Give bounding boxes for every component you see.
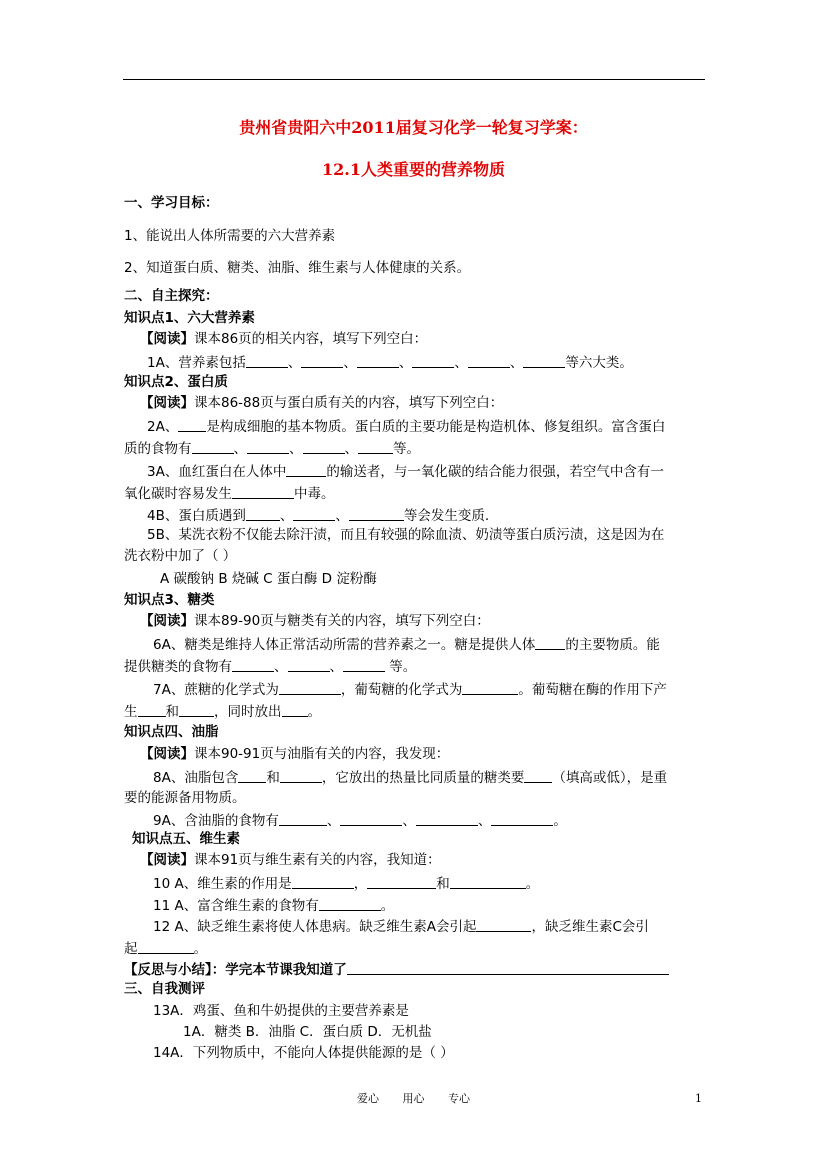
blank[interactable] — [468, 355, 510, 368]
blank[interactable] — [347, 962, 669, 975]
blank[interactable] — [292, 876, 354, 889]
question-11a: 11 A、富含维生素的食物有 。 — [153, 898, 395, 914]
knowledge-point-3-heading: 知识点3、糖类 — [124, 592, 215, 608]
blank[interactable] — [416, 813, 478, 826]
question-3a: 3A、血红蛋白在人体中 的输送者，与一氧化碳的结合能力很强，若空气中含有一 — [147, 464, 664, 480]
question-2a: 2A、 是构成细胞的基本物质。蛋白质的主要功能是构造机体、修复组织。富含蛋白 — [147, 419, 666, 435]
blank[interactable] — [138, 941, 194, 954]
goal-item-1: 1、能说出人体所需要的六大营养素 — [124, 228, 336, 244]
kp2-reading-instruction: 【阅读】课本86-88页与蛋白质有关的内容，填写下列空白： — [140, 395, 504, 411]
knowledge-point-4-heading: 知识点四、油脂 — [124, 724, 219, 740]
question-9a: 9A、含油脂的食物有 、 、 、 。 — [153, 813, 567, 829]
blank[interactable] — [279, 682, 341, 695]
blank[interactable] — [462, 682, 518, 695]
blank[interactable] — [340, 813, 402, 826]
question-5b-options: A 碳酸钠 B 烧碱 C 蛋白酶 D 淀粉酶 — [160, 571, 377, 587]
blank[interactable] — [343, 659, 385, 672]
blank[interactable] — [303, 441, 345, 454]
knowledge-point-2-heading: 知识点2、蛋白质 — [124, 374, 228, 390]
blank[interactable] — [319, 898, 381, 911]
footer-text: 专心 — [448, 1092, 470, 1105]
question-13a-options: 1A．糖类 B．油脂 C．蛋白质 D．无机盐 — [183, 1024, 432, 1040]
blank[interactable] — [246, 355, 288, 368]
question-10a: 10 A、维生素的作用是 ， 和 。 — [153, 876, 540, 892]
blank[interactable] — [280, 770, 322, 783]
question-4b: 4B、蛋白质遇到 、 、 等会发生变质. — [147, 508, 490, 524]
section-heading-explore: 二、自主探究： — [124, 288, 219, 304]
blank[interactable] — [524, 770, 552, 783]
blank[interactable] — [293, 508, 335, 521]
blank[interactable] — [535, 637, 565, 650]
footer-text: 用心 — [402, 1092, 425, 1105]
question-2a-cont: 质的食物有 、 、 、 等。 — [124, 441, 420, 457]
header-rule — [123, 79, 705, 80]
blank[interactable] — [232, 659, 274, 672]
section-heading-goals: 一、学习目标： — [124, 195, 219, 211]
blank[interactable] — [246, 508, 280, 521]
blank[interactable] — [450, 876, 526, 889]
question-5b: 5B、某洗衣粉不仅能去除汗渍，而且有较强的除血渍、奶渍等蛋白质污渍，这是因为在 — [147, 527, 665, 543]
document-title: 贵州省贵阳六中2011届复习化学一轮复习学案： — [239, 118, 588, 137]
question-14a: 14A．下列物质中，不能向人体提供能源的是（ ） — [153, 1045, 454, 1061]
section-heading-self-test: 三、自我测评 — [124, 981, 205, 997]
page-footer — [0, 1090, 827, 1106]
blank[interactable] — [491, 813, 553, 826]
question-8a: 8A、油脂包含 和 ，它放出的热量比同质量的糖类要 （填高或低），是重 — [153, 770, 668, 786]
blank[interactable] — [367, 876, 436, 889]
question-6a: 6A、糖类是维持人体正常活动所需的营养素之一。糖是提供人体 的主要物质。能 — [153, 637, 660, 653]
question-6a-cont: 提供糖类的食物有 、 、 等。 — [124, 659, 417, 675]
blank[interactable] — [349, 508, 404, 521]
reflection-summary: 【反思与小结】：学完本节课我知道了 — [124, 962, 669, 978]
blank[interactable] — [301, 355, 343, 368]
question-7a: 7A、蔗糖的化学式为 ，葡萄糖的化学式为 。葡萄糖在酶的作用下产 — [153, 682, 667, 698]
blank[interactable] — [357, 355, 399, 368]
blank[interactable] — [286, 464, 326, 477]
blank[interactable] — [279, 813, 327, 826]
question-1a: 1A、营养素包括 、 、 、 、 、 等六大类。 — [147, 355, 633, 371]
question-13a: 13A．鸡蛋、鱼和牛奶提供的主要营养素是 — [153, 1003, 409, 1019]
kp1-reading-instruction: 【阅读】课本86页的相关内容，填写下列空白： — [140, 331, 428, 347]
blank[interactable] — [232, 486, 294, 499]
blank[interactable] — [523, 355, 565, 368]
blank[interactable] — [476, 919, 531, 932]
goal-item-2: 2、知道蛋白质、糖类、油脂、维生素与人体健康的关系。 — [124, 260, 471, 276]
blank[interactable] — [358, 441, 393, 454]
question-12a-cont: 起 。 — [124, 941, 207, 957]
page-number: 1 — [695, 1092, 702, 1105]
blank[interactable] — [247, 441, 289, 454]
blank[interactable] — [192, 441, 234, 454]
blank[interactable] — [138, 704, 166, 717]
blank[interactable] — [282, 704, 308, 717]
question-3a-cont: 氧化碳时容易发生 中毒。 — [124, 486, 335, 502]
kp3-reading-instruction: 【阅读】课本89-90页与糖类有关的内容，填写下列空白： — [140, 613, 490, 629]
footer-text: 爱心 — [357, 1092, 379, 1105]
question-8a-cont: 要的能源备用物质。 — [124, 790, 246, 806]
blank[interactable] — [288, 659, 330, 672]
blank[interactable] — [178, 419, 206, 432]
blank[interactable] — [412, 355, 454, 368]
question-7a-cont: 生 和 ，同时放出 。 — [124, 704, 321, 720]
kp4-reading-instruction: 【阅读】课本90-91页与油脂有关的内容，我发现： — [140, 746, 450, 762]
knowledge-point-5-heading: 知识点五、维生素 — [132, 831, 240, 847]
knowledge-point-1-heading: 知识点1、六大营养素 — [124, 310, 255, 326]
question-5b-cont: 洗衣粉中加了（ ） — [124, 548, 237, 564]
blank[interactable] — [179, 704, 214, 717]
question-12a: 12 A、缺乏维生素将使人体患病。缺乏维生素A会引起 ，缺乏维生素C会引 — [153, 919, 649, 935]
blank[interactable] — [238, 770, 266, 783]
document-subtitle: 12.1人类重要的营养物质 — [322, 160, 505, 179]
kp5-reading-instruction: 【阅读】课本91页与维生素有关的内容，我知道： — [140, 852, 441, 868]
